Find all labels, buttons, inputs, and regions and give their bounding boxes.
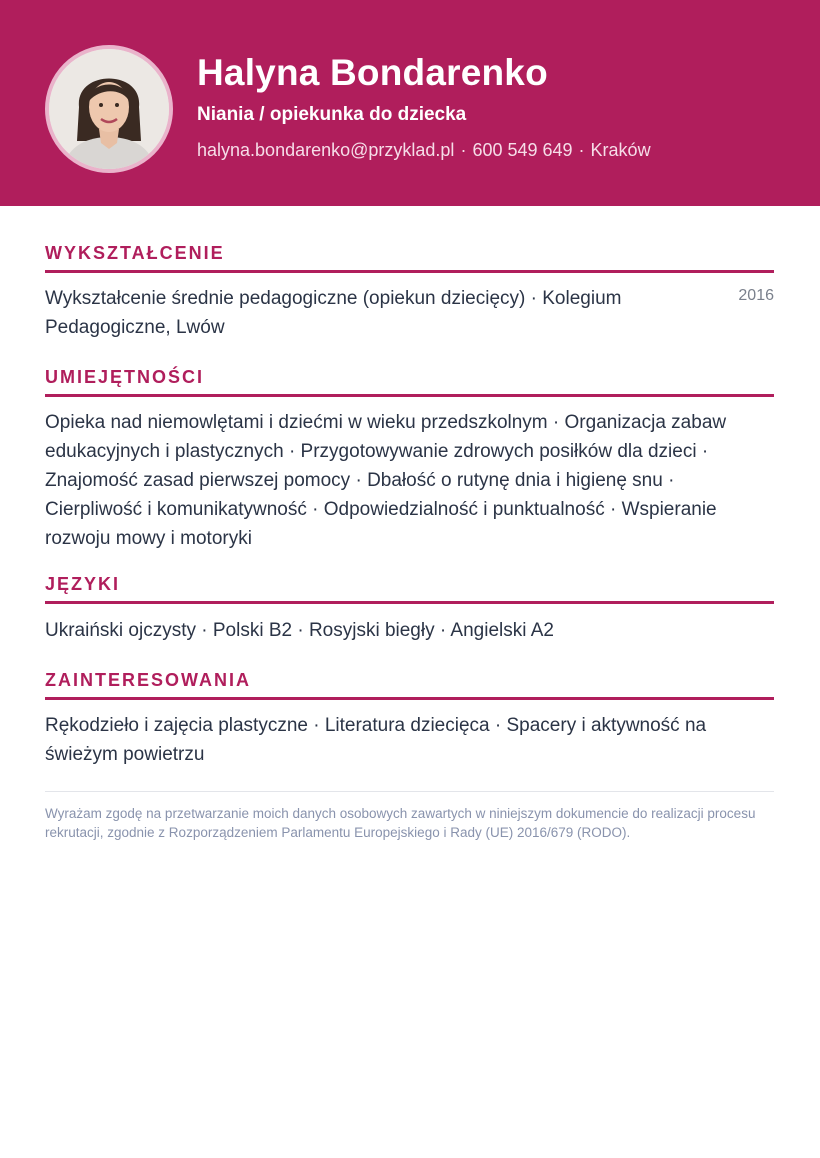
skills-text: Opieka nad niemowlętami i dziećmi w wieku przedszkolnym · Organizacja zabaw edukacyjnych i plastycznych · Przygotowywanie zdrowych posiłków dla dzieci · Znajomość zasad pierwszej pomocy · Dbałość o rutynę dnia i higienę snu · Cierpliwość i komunikatywność · Odpowiedzialność i punktualność · Wspieranie rozwoju mowy i motoryki xyxy=(45,412,727,549)
footer-divider xyxy=(45,791,774,792)
education-entry xyxy=(45,284,774,342)
contact-separator: · xyxy=(578,140,585,160)
job-title: Niania / opiekunka do dziecka xyxy=(197,104,467,125)
section-title-skills: UMIEJĘTNOŚCI xyxy=(45,367,774,397)
gdpr-consent-clause: Wyrażam zgodę na przetwarzanie moich danych osobowych zawartych w niniejszym dokumencie do realizacji procesu rekrutacji, zgodnie z Rozporządzeniem Parlamentu Europejskiego i Rady (UE) 2016/679 (RODO). xyxy=(45,806,756,840)
city: Kraków xyxy=(590,140,651,160)
section-title-education: WYKSZTAŁCENIE xyxy=(45,243,774,273)
interests-text: Rękodzieło i zajęcia plastyczne · Literatura dziecięca · Spacery i aktywność na świeżym powietrzu xyxy=(45,715,707,765)
contact-separator: · xyxy=(460,140,467,160)
education-description: Wykształcenie średnie pedagogiczne (opiekun dziecięcy) · Kolegium Pedagogiczne, Lwów xyxy=(45,288,622,338)
contact-line xyxy=(197,140,651,161)
header-banner xyxy=(0,0,820,206)
profile-photo xyxy=(45,45,173,173)
section-title-interests: ZAINTERESOWANIA xyxy=(45,670,774,700)
languages-text: Ukraiński ojczysty · Polski B2 · Rosyjski biegły · Angielski A2 xyxy=(45,620,554,641)
section-title-languages: JĘZYKI xyxy=(45,574,774,604)
portrait-image xyxy=(49,49,169,169)
education-year: 2016 xyxy=(738,287,774,304)
phone-number: 600 549 649 xyxy=(472,140,573,160)
candidate-name: Halyna Bondarenko xyxy=(197,52,548,93)
email-address: halyna.bondarenko@przyklad.pl xyxy=(197,140,455,160)
